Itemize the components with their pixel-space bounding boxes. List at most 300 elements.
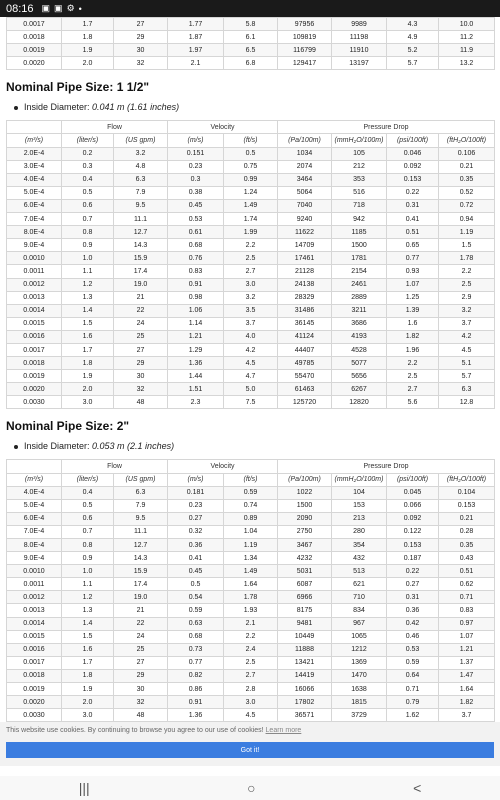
table-cell: 0.45 [168, 565, 224, 578]
table-cell: 0.72 [439, 199, 495, 212]
table-cell: 7040 [278, 199, 332, 212]
table-cell: 1.9 [62, 44, 114, 57]
table-row [7, 565, 495, 578]
table-cell: 0.94 [439, 213, 495, 226]
table-cell: 0.91 [168, 696, 224, 709]
table-cell: 5031 [278, 565, 332, 578]
table-cell: 0.22 [387, 186, 439, 199]
table-cell: 109819 [278, 31, 332, 44]
table-cell: 0.61 [168, 226, 224, 239]
table-cell: 17802 [278, 696, 332, 709]
table-cell: 0.59 [224, 486, 278, 499]
table-cell: 21 [114, 604, 168, 617]
table-cell: 14419 [278, 669, 332, 682]
table-cell: 0.71 [439, 591, 495, 604]
inside-diameter-value: 0.041 m (1.61 inches) [92, 102, 180, 113]
table-cell: 6.3 [114, 173, 168, 186]
table-cell: 7.9 [114, 499, 168, 512]
column-header: (psi/100ft) [387, 473, 439, 486]
table-cell: 0.46 [387, 630, 439, 643]
table-cell: 5.2 [387, 44, 439, 57]
table-cell: 1212 [332, 643, 387, 656]
table-cell: 0.91 [168, 278, 224, 291]
table-cell: 15.9 [114, 565, 168, 578]
table-cell: 0.7 [62, 213, 114, 226]
table-cell: 0.41 [168, 552, 224, 565]
table-row [7, 539, 495, 552]
table-cell: 2.8 [224, 683, 278, 696]
table-row [7, 330, 495, 343]
table-cell: 2.0 [62, 696, 114, 709]
table-cell: 1500 [278, 499, 332, 512]
table-cell: 0.3 [168, 173, 224, 186]
table-cell: 1.3 [62, 604, 114, 617]
table-cell: 1.47 [439, 669, 495, 682]
table-cell: 3.2 [224, 291, 278, 304]
table-row [7, 591, 495, 604]
table-cell: 0.045 [387, 486, 439, 499]
table-row [7, 173, 495, 186]
table-cell: 0.28 [439, 525, 495, 538]
table-row [7, 44, 495, 57]
table-cell: 0.35 [439, 539, 495, 552]
table-cell: 0.0020 [7, 57, 62, 70]
table-row [7, 630, 495, 643]
table-cell: 1.9 [62, 370, 114, 383]
table-cell: 21128 [278, 265, 332, 278]
table-cell: 0.51 [387, 226, 439, 239]
table-cell: 0.36 [387, 604, 439, 617]
column-header: (ftH₂O/100ft) [439, 134, 495, 147]
table-cell: 21 [114, 291, 168, 304]
table-row [7, 552, 495, 565]
table-cell: 1369 [332, 656, 387, 669]
table-cell: 1.0 [62, 252, 114, 265]
app-icon: ▣ [54, 3, 63, 13]
table-cell: 14.3 [114, 239, 168, 252]
table-cell: 0.62 [439, 578, 495, 591]
table-cell: 0.27 [387, 578, 439, 591]
table-cell: 17461 [278, 252, 332, 265]
section-title-2: Nominal Pipe Size: 2" [6, 419, 130, 434]
table-cell: 0.7 [62, 525, 114, 538]
column-header: (US gpm) [114, 473, 168, 486]
table-cell: 55470 [278, 370, 332, 383]
table-cell: 0.092 [387, 512, 439, 525]
table-row [7, 656, 495, 669]
table-cell: 5.0E-4 [7, 499, 62, 512]
table-cell: 0.52 [439, 186, 495, 199]
table-2 [6, 459, 495, 722]
status-bar [0, 0, 500, 17]
table-cell: 1.74 [224, 213, 278, 226]
table-cell: 0.51 [439, 565, 495, 578]
table-cell: 354 [332, 539, 387, 552]
table-cell: 1.9 [62, 683, 114, 696]
table-cell: 1.5 [439, 239, 495, 252]
column-header: (ft/s) [224, 473, 278, 486]
table-cell: 29 [114, 357, 168, 370]
table-cell: 32 [114, 383, 168, 396]
table-cell: 1.96 [387, 343, 439, 356]
table-cell: 31486 [278, 304, 332, 317]
column-header: (Pa/100m) [278, 473, 332, 486]
table-row [7, 31, 495, 44]
table-cell: 30 [114, 683, 168, 696]
table-cell: 0.5 [62, 186, 114, 199]
table-cell: 0.21 [439, 160, 495, 173]
table-row [7, 578, 495, 591]
table-row [7, 396, 495, 409]
table-cell: 25 [114, 643, 168, 656]
table-row [7, 304, 495, 317]
section-title-1-1-2: Nominal Pipe Size: 1 1/2" [6, 80, 150, 95]
android-nav-bar [0, 776, 500, 800]
column-header: (mmH₂O/100m) [332, 134, 387, 147]
table-cell: 0.71 [387, 683, 439, 696]
table-cell: 1638 [332, 683, 387, 696]
table-cell: 0.0030 [7, 709, 62, 722]
table-cell: 718 [332, 199, 387, 212]
table-cell: 2.5 [224, 252, 278, 265]
table-cell: 1.82 [439, 696, 495, 709]
column-header: (ft/s) [224, 134, 278, 147]
table-cell: 3.0 [224, 278, 278, 291]
table-row [7, 617, 495, 630]
table-cell: 0.63 [168, 617, 224, 630]
got-it-button[interactable]: Got it! [6, 742, 494, 758]
table-cell: 2090 [278, 512, 332, 525]
table-cell: 10449 [278, 630, 332, 643]
table-cell: 0.092 [387, 160, 439, 173]
table-cell: 1065 [332, 630, 387, 643]
table-row [7, 160, 495, 173]
table-row [7, 317, 495, 330]
table-cell: 11.1 [114, 525, 168, 538]
table-cell: 1.19 [224, 539, 278, 552]
home-icon[interactable]: ○ [247, 780, 256, 796]
table-row [7, 525, 495, 538]
table-row [7, 18, 495, 31]
table-cell: 0.9 [62, 239, 114, 252]
column-header: (m³/s) [7, 473, 62, 486]
table-cell: 1.4 [62, 304, 114, 317]
table-cell: 0.187 [387, 552, 439, 565]
table-cell: 5077 [332, 357, 387, 370]
table-cell: 17.4 [114, 265, 168, 278]
table-cell: 1.14 [168, 317, 224, 330]
cookie-banner [0, 722, 500, 766]
table-cell: 14.3 [114, 552, 168, 565]
table-cell: 4.5 [224, 709, 278, 722]
table-cell: 2.1 [224, 617, 278, 630]
table-cell: 29 [114, 669, 168, 682]
table-cell: 1500 [332, 239, 387, 252]
table-cell: 1.7 [62, 343, 114, 356]
group-pressure-drop: Pressure Drop [278, 460, 495, 473]
table-cell: 104 [332, 486, 387, 499]
table-cell: 0.31 [387, 591, 439, 604]
table-cell: 0.2 [62, 147, 114, 160]
table-cell: 0.0014 [7, 617, 62, 630]
table-cell: 1.44 [168, 370, 224, 383]
table-cell: 0.41 [387, 213, 439, 226]
table-cell: 2.4 [224, 643, 278, 656]
table-cell: 4.5 [224, 357, 278, 370]
table-cell: 1.37 [439, 656, 495, 669]
unit-header-row [7, 473, 495, 486]
table-cell: 2.0E-4 [7, 147, 62, 160]
table-cell: 1.1 [62, 578, 114, 591]
recents-icon[interactable]: ||| [78, 780, 90, 796]
table-cell: 0.68 [168, 630, 224, 643]
table-cell: 1.07 [439, 630, 495, 643]
table-cell: 0.9 [62, 552, 114, 565]
table-cell: 1815 [332, 696, 387, 709]
table-cell: 0.0011 [7, 265, 62, 278]
table-cell: 11.1 [114, 213, 168, 226]
table-row [7, 57, 495, 70]
table-cell: 2154 [332, 265, 387, 278]
table-cell: 3.0 [62, 709, 114, 722]
table-cell: 24 [114, 630, 168, 643]
table-cell: 9481 [278, 617, 332, 630]
table-cell: 49785 [278, 357, 332, 370]
table-cell: 0.0012 [7, 591, 62, 604]
column-header: (liter/s) [62, 134, 114, 147]
table-cell: 3.2 [439, 304, 495, 317]
table-cell: 0.77 [168, 656, 224, 669]
table-cell: 0.151 [168, 147, 224, 160]
table-cell: 29 [114, 31, 168, 44]
table-cell: 2.9 [439, 291, 495, 304]
table-cell: 0.0017 [7, 18, 62, 31]
group-velocity: Velocity [168, 460, 278, 473]
table-cell: 0.97 [439, 617, 495, 630]
dot-icon: • [78, 3, 82, 14]
table-cell: 0.98 [168, 291, 224, 304]
table-cell: 0.0018 [7, 669, 62, 682]
table-cell: 0.22 [387, 565, 439, 578]
group-flow: Flow [62, 121, 168, 134]
table-cell: 12.8 [439, 396, 495, 409]
table-cell: 2.3 [168, 396, 224, 409]
table-cell: 6.3 [114, 486, 168, 499]
table-cell: 153 [332, 499, 387, 512]
table-cell: 1.77 [168, 18, 224, 31]
table-cell: 1.3 [62, 291, 114, 304]
table-cell: 11910 [332, 44, 387, 57]
table-cell: 3.2 [114, 147, 168, 160]
table-cell: 0.0011 [7, 578, 62, 591]
table-cell: 27 [114, 343, 168, 356]
page-content[interactable] [0, 17, 500, 722]
table-cell: 0.0020 [7, 696, 62, 709]
group-flow: Flow [62, 460, 168, 473]
table-cell: 1.78 [439, 252, 495, 265]
table-cell: 0.83 [439, 604, 495, 617]
inside-diameter-label: Inside Diameter: [24, 441, 93, 452]
table-cell: 1.64 [224, 578, 278, 591]
table-cell: 0.23 [168, 499, 224, 512]
table-cell: 4.2 [439, 330, 495, 343]
table-cell: 0.0010 [7, 565, 62, 578]
table-cell: 1.49 [224, 199, 278, 212]
table-cell: 13197 [332, 57, 387, 70]
table-cell: 5.0 [224, 383, 278, 396]
table-cell: 213 [332, 512, 387, 525]
table-cell: 0.3 [62, 160, 114, 173]
column-header: (ftH₂O/100ft) [439, 473, 495, 486]
table-cell: 3.0 [224, 696, 278, 709]
table-cell: 1.36 [168, 357, 224, 370]
table-cell: 129417 [278, 57, 332, 70]
table-cell: 7.9 [114, 186, 168, 199]
table-cell: 0.0018 [7, 357, 62, 370]
table-cell: 11198 [332, 31, 387, 44]
table-cell: 0.77 [387, 252, 439, 265]
table-cell: 0.0013 [7, 604, 62, 617]
table-cell: 0.5 [224, 147, 278, 160]
table-cell: 48 [114, 396, 168, 409]
table-cell: 1.21 [439, 643, 495, 656]
table-cell: 0.31 [387, 199, 439, 212]
table-cell: 2461 [332, 278, 387, 291]
table-cell: 516 [332, 186, 387, 199]
table-cell: 2.5 [224, 656, 278, 669]
table-cell: 25 [114, 330, 168, 343]
table-cell: 6.0E-4 [7, 512, 62, 525]
table-row [7, 343, 495, 356]
table-cell: 7.0E-4 [7, 213, 62, 226]
table-cell: 1.51 [168, 383, 224, 396]
table-cell: 1.93 [224, 604, 278, 617]
table-cell: 1.19 [439, 226, 495, 239]
back-icon[interactable]: < [413, 780, 422, 796]
table-cell: 0.0016 [7, 330, 62, 343]
table-cell: 9.5 [114, 512, 168, 525]
table-cell: 28329 [278, 291, 332, 304]
table-cell: 3.0E-4 [7, 160, 62, 173]
table-cell: 44407 [278, 343, 332, 356]
table-cell: 1.07 [387, 278, 439, 291]
table-cell: 0.5 [62, 499, 114, 512]
table-1-1-2 [6, 120, 495, 409]
table-cell: 0.68 [168, 239, 224, 252]
column-header: (psi/100ft) [387, 134, 439, 147]
column-header: (Pa/100m) [278, 134, 332, 147]
table-cell: 12820 [332, 396, 387, 409]
table-cell: 2.7 [387, 383, 439, 396]
table-cell: 22 [114, 617, 168, 630]
column-header: (m³/s) [7, 134, 62, 147]
table-cell: 5.6 [387, 396, 439, 409]
table-row [7, 696, 495, 709]
table-cell: 1185 [332, 226, 387, 239]
table-cell: 32 [114, 696, 168, 709]
table-cell: 0.5 [168, 578, 224, 591]
column-header: (US gpm) [114, 134, 168, 147]
table-cell: 3467 [278, 539, 332, 552]
table-cell: 8.0E-4 [7, 226, 62, 239]
table-cell: 0.59 [387, 656, 439, 669]
table-cell: 0.0014 [7, 304, 62, 317]
table-cell: 8175 [278, 604, 332, 617]
table-cell: 3.7 [439, 709, 495, 722]
table-cell: 2.0 [62, 57, 114, 70]
table-cell: 2.2 [439, 265, 495, 278]
table-cell: 1781 [332, 252, 387, 265]
table-cell: 0.73 [168, 643, 224, 656]
table-cell: 1.99 [224, 226, 278, 239]
table-cell: 0.65 [387, 239, 439, 252]
table-cell: 1.21 [168, 330, 224, 343]
table-cell: 0.0017 [7, 656, 62, 669]
table-cell: 1.7 [62, 656, 114, 669]
table-cell: 13421 [278, 656, 332, 669]
table-cell: 4.5 [439, 343, 495, 356]
table-row [7, 278, 495, 291]
table-row [7, 357, 495, 370]
table-cell: 3211 [332, 304, 387, 317]
table-cell: 1.6 [62, 330, 114, 343]
table-cell: 13.2 [439, 57, 495, 70]
group-pressure-drop: Pressure Drop [278, 121, 495, 134]
table-cell: 0.36 [168, 539, 224, 552]
table-cell: 0.0010 [7, 252, 62, 265]
table-row [7, 683, 495, 696]
table-cell: 4.2 [224, 343, 278, 356]
table-cell: 97956 [278, 18, 332, 31]
table-cell: 11888 [278, 643, 332, 656]
table-cell: 0.23 [168, 160, 224, 173]
table-cell: 0.75 [224, 160, 278, 173]
table-cell: 1.5 [62, 317, 114, 330]
table-cell: 0.153 [387, 173, 439, 186]
table-cell: 0.0018 [7, 31, 62, 44]
table-cell: 0.0019 [7, 44, 62, 57]
inside-diameter-2 [14, 441, 500, 451]
cookie-message [0, 722, 500, 734]
table-row [7, 147, 495, 160]
column-header: (mmH₂O/100m) [332, 473, 387, 486]
table-cell: 1.49 [224, 565, 278, 578]
table-cell: 1470 [332, 669, 387, 682]
table-cell: 7.5 [224, 396, 278, 409]
table-cell: 0.8 [62, 539, 114, 552]
table-cell: 0.86 [168, 683, 224, 696]
table-cell: 513 [332, 565, 387, 578]
photo-icon: ▣ [41, 3, 51, 13]
table-cell: 22 [114, 304, 168, 317]
table-cell: 0.27 [168, 512, 224, 525]
table-cell: 6.5 [224, 44, 278, 57]
table-cell: 6.8 [224, 57, 278, 70]
table-cell: 1.1 [62, 265, 114, 278]
table-row [7, 383, 495, 396]
table-cell: 5064 [278, 186, 332, 199]
table-cell: 0.38 [168, 186, 224, 199]
column-header: (liter/s) [62, 473, 114, 486]
table-cell: 1.2 [62, 278, 114, 291]
table-cell: 2.5 [387, 370, 439, 383]
table-cell: 1.29 [168, 343, 224, 356]
table-cell: 0.0016 [7, 643, 62, 656]
table-cell: 0.42 [387, 617, 439, 630]
table-cell: 2.5 [439, 278, 495, 291]
table-cell: 27 [114, 656, 168, 669]
learn-more-link[interactable]: Learn more [265, 727, 302, 734]
